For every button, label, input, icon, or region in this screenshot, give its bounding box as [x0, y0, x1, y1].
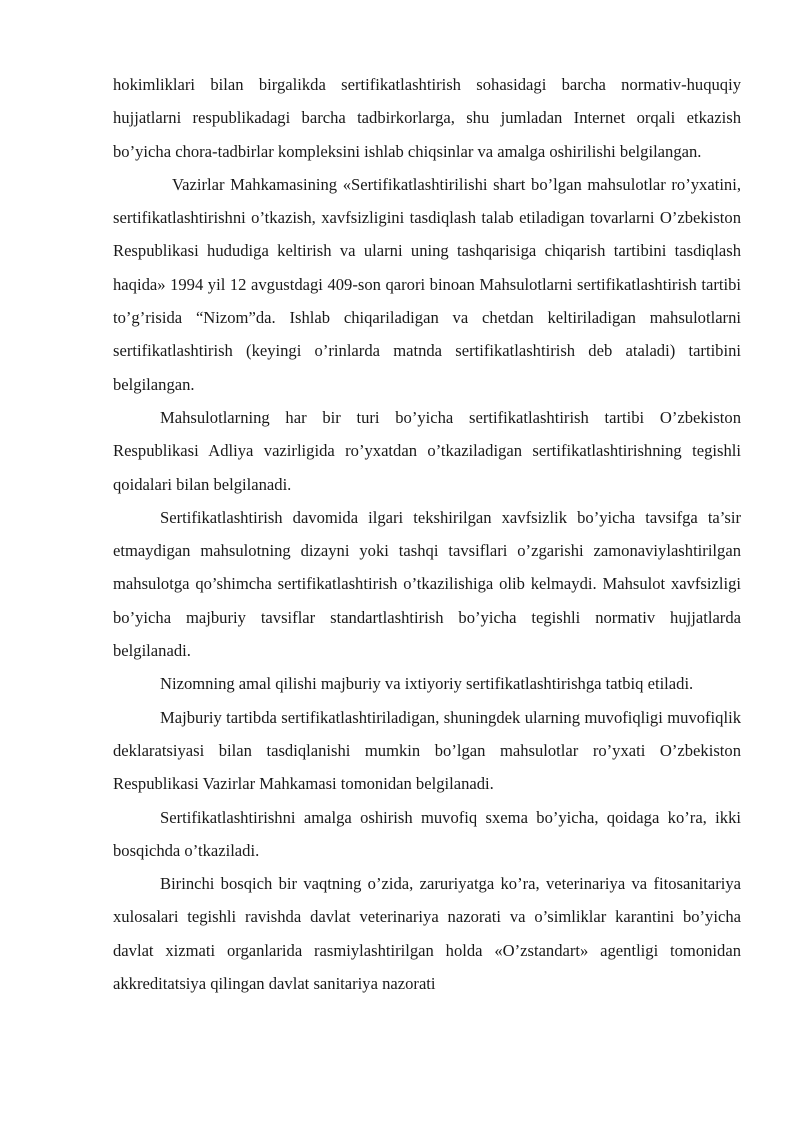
paragraph-two-stages: Sertifikatlashtirishni amalga oshirish muvofiq sxema bo’yicha, qoidaga ko’ra, ikki bosqichda o’tkaziladi. [113, 807, 741, 860]
paragraph-cabinet-decree: Vazirlar Mahkamasining «Sertifikatlashtirilishi shart bo’lgan mahsulotlar ro’yxatini, sertifikatlashtirishni o’tkazish, xavfsizligini tasdiqlash talab etiladigan tovarlarni O’zbekiston Respublikasi hududiga keltirish va ularni uning tashqarisiga chiqarish tartibini tasdiqlash haqida» 1994 yil 12 avgustdagi 409-son qarori binoan Mahsulotlarni sertifikatlashtirish tartibi to’g’risida “Nizom”da. Ishlab chiqariladigan va chetdan keltiriladigan mahsulotlarni sertifikatlashtirish (keyingi o’rinlarda matnda sertifikatlashtirish deb ataladi) tartibini belgilangan. [113, 174, 741, 394]
paragraph-design-changes: Sertifikatlashtirish davomida ilgari tekshirilgan xavfsizlik bo’yicha tavsifga ta’sir etmaydigan mahsulotning dizayni yoki tashqi tavsiflari o’zgarishi zamonaviylashtirilgan mahsulotga qo’shimcha sertifikatlashtirish o’tkazilishiga olib kelmaydi. Mahsulot xavfsizligi bo’yicha majburiy tavsiflar standartlashtirish bo’yicha tegishli normativ hujjatlarda belgilanadi. [113, 507, 741, 661]
paragraph-certification-procedure: Mahsulotlarning har bir turi bo’yicha sertifikatlashtirish tartibi O’zbekiston Respublikasi Adliya vazirligida ro’yxatdan o’tkaziladigan sertifikatlashtirishning tegishli qoidalari bilan belgilanadi. [113, 407, 741, 494]
paragraph-first-stage: Birinchi bosqich bir vaqtning o’zida, zaruriyatga ko’ra, veterinariya va fitosanitariya xulosalari tegishli ravishda davlat veterinariya nazorati va o’simliklar karantini bo’yicha davlat xizmati organlarida rasmiylashtirilgan holda «O’zstandart» agentligi tomonidan akkreditatsiya qilingan davlat sanitariya nazorati [113, 874, 741, 994]
paragraph-certification-documents: hokimliklari bilan birgalikda sertifikatlashtirish sohasidagi barcha normativ-huquqiy hujjatlarni respublikadagi barcha tadbirkorlarga, shu jumladan Internet orqali etkazish bo’yicha chora-tadbirlar kompleksini ishlab chiqsinlar va amalga oshirilishi belgilangan. [113, 75, 741, 161]
paragraph-mandatory-list: Majburiy tartibda sertifikatlashtiriladigan, shuningdek ularning muvofiqligi muvofiqlik deklaratsiyasi bilan tasdiqlanishi mumkin bo’lgan mahsulotlar ro’yxati O’zbekiston Respublikasi Vazirlar Mahkamasi tomonidan belgilanadi. [113, 707, 741, 794]
document-page [113, 68, 741, 1000]
paragraph-regulation-scope: Nizomning amal qilishi majburiy va ixtiyoriy sertifikatlashtirishga tatbiq etiladi. [160, 674, 694, 694]
